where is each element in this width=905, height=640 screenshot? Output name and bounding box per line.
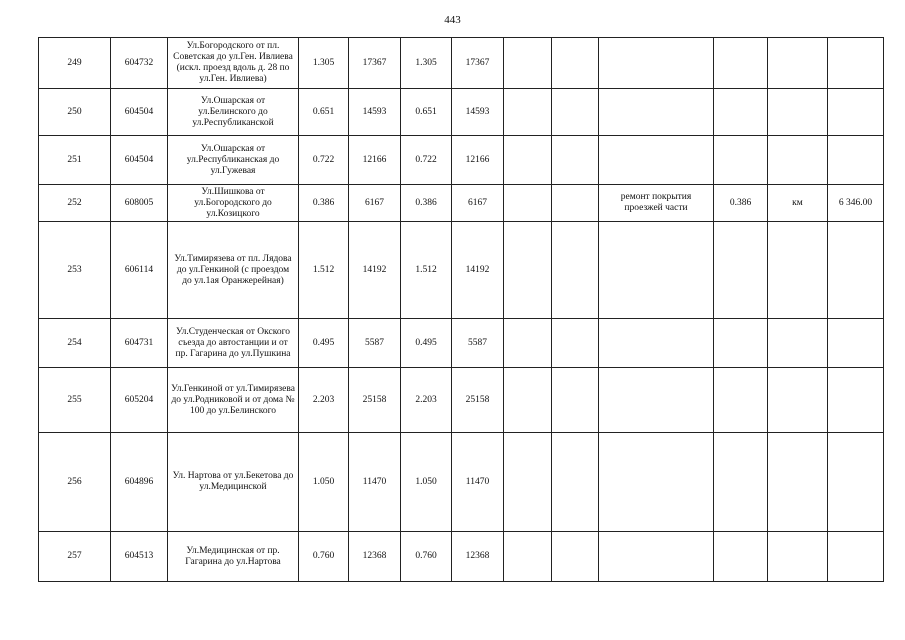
road-description: Ул.Медицинская от пр. Гагарина до ул.Нартова: [168, 532, 299, 582]
work-quantity: [714, 38, 768, 89]
road-area-2: 12368: [452, 532, 504, 582]
work-unit: [768, 532, 828, 582]
road-code: 604731: [111, 319, 168, 368]
empty-cell: [504, 433, 552, 532]
work-type: ремонт покрытия проезжей части: [599, 185, 714, 222]
work-quantity: [714, 89, 768, 136]
road-length: 1.050: [299, 433, 349, 532]
empty-cell: [504, 532, 552, 582]
road-area-2: 14593: [452, 89, 504, 136]
row-number: 253: [39, 222, 111, 319]
road-length-2: 1.512: [401, 222, 452, 319]
empty-cell: [552, 368, 599, 433]
road-area-2: 14192: [452, 222, 504, 319]
road-length: 1.305: [299, 38, 349, 89]
work-cost: [828, 89, 884, 136]
work-unit: [768, 319, 828, 368]
empty-cell: [504, 222, 552, 319]
work-quantity: [714, 368, 768, 433]
road-description: Ул.Генкиной от ул.Тимирязева до ул.Родниковой и от дома № 100 до ул.Белинского: [168, 368, 299, 433]
work-quantity: 0.386: [714, 185, 768, 222]
road-length: 0.722: [299, 136, 349, 185]
road-code: 606114: [111, 222, 168, 319]
empty-cell: [504, 368, 552, 433]
road-area: 11470: [349, 433, 401, 532]
work-type: [599, 38, 714, 89]
road-code: 604504: [111, 136, 168, 185]
table-row: [39, 368, 884, 433]
page-number: 443: [444, 14, 461, 26]
work-cost: [828, 38, 884, 89]
table-row: [39, 185, 884, 222]
road-area-2: 25158: [452, 368, 504, 433]
work-cost: [828, 532, 884, 582]
road-area: 5587: [349, 319, 401, 368]
work-quantity: [714, 319, 768, 368]
road-area: 12166: [349, 136, 401, 185]
work-type: [599, 532, 714, 582]
road-area: 17367: [349, 38, 401, 89]
table-row: [39, 136, 884, 185]
row-number: 251: [39, 136, 111, 185]
road-code: 605204: [111, 368, 168, 433]
road-length: 2.203: [299, 368, 349, 433]
empty-cell: [504, 38, 552, 89]
empty-cell: [504, 136, 552, 185]
empty-cell: [552, 38, 599, 89]
work-unit: [768, 368, 828, 433]
road-length-2: 0.651: [401, 89, 452, 136]
road-area: 6167: [349, 185, 401, 222]
road-length-2: 0.495: [401, 319, 452, 368]
road-code: 604504: [111, 89, 168, 136]
work-cost: [828, 368, 884, 433]
table-row: [39, 433, 884, 532]
row-number: 257: [39, 532, 111, 582]
work-unit: [768, 433, 828, 532]
work-type: [599, 136, 714, 185]
road-length: 0.651: [299, 89, 349, 136]
work-unit: [768, 222, 828, 319]
work-quantity: [714, 532, 768, 582]
empty-cell: [552, 222, 599, 319]
road-length-2: 0.386: [401, 185, 452, 222]
table-row: [39, 38, 884, 89]
road-description: Ул.Тимирязева от пл. Лядова до ул.Генкиной (с проездом до ул.1ая Оранжерейная): [168, 222, 299, 319]
road-description: Ул. Нартова от ул.Бекетова до ул.Медицинской: [168, 433, 299, 532]
row-number: 254: [39, 319, 111, 368]
empty-cell: [504, 319, 552, 368]
road-description: Ул.Богородского от пл. Советская до ул.Ген. Ивлиева (искл. проезд вдоль д. 28 по ул.Ген. Ивлиева): [168, 38, 299, 89]
road-length: 0.495: [299, 319, 349, 368]
empty-cell: [552, 433, 599, 532]
empty-cell: [552, 89, 599, 136]
road-length-2: 1.050: [401, 433, 452, 532]
table-row: [39, 89, 884, 136]
road-area-2: 12166: [452, 136, 504, 185]
table-row: [39, 532, 884, 582]
road-length: 1.512: [299, 222, 349, 319]
work-unit: км: [768, 185, 828, 222]
road-description: Ул.Студенческая от Окского съезда до автостанции и от пр. Гагарина до ул.Пушкина: [168, 319, 299, 368]
road-code: 604513: [111, 532, 168, 582]
work-quantity: [714, 222, 768, 319]
road-area: 25158: [349, 368, 401, 433]
work-unit: [768, 136, 828, 185]
table-row: [39, 222, 884, 319]
work-cost: [828, 222, 884, 319]
work-cost: [828, 433, 884, 532]
work-type: [599, 222, 714, 319]
row-number: 252: [39, 185, 111, 222]
road-area: 14593: [349, 89, 401, 136]
work-type: [599, 319, 714, 368]
road-length: 0.386: [299, 185, 349, 222]
work-cost: [828, 319, 884, 368]
road-area-2: 5587: [452, 319, 504, 368]
road-area: 14192: [349, 222, 401, 319]
row-number: 256: [39, 433, 111, 532]
road-code: 608005: [111, 185, 168, 222]
empty-cell: [552, 532, 599, 582]
empty-cell: [552, 136, 599, 185]
road-length-2: 1.305: [401, 38, 452, 89]
work-type: [599, 368, 714, 433]
work-unit: [768, 38, 828, 89]
row-number: 249: [39, 38, 111, 89]
road-area-2: 11470: [452, 433, 504, 532]
road-length-2: 0.760: [401, 532, 452, 582]
road-length-2: 0.722: [401, 136, 452, 185]
road-description: Ул.Ошарская от ул.Белинского до ул.Республиканской: [168, 89, 299, 136]
empty-cell: [552, 319, 599, 368]
row-number: 255: [39, 368, 111, 433]
road-code: 604896: [111, 433, 168, 532]
road-area-2: 17367: [452, 38, 504, 89]
work-unit: [768, 89, 828, 136]
road-registry-table: [38, 37, 884, 582]
work-quantity: [714, 433, 768, 532]
work-type: [599, 89, 714, 136]
empty-cell: [504, 185, 552, 222]
work-type: [599, 433, 714, 532]
road-length: 0.760: [299, 532, 349, 582]
road-description: Ул.Ошарская от ул.Республиканская до ул.Гужевая: [168, 136, 299, 185]
road-area: 12368: [349, 532, 401, 582]
road-description: Ул.Шишкова от ул.Богородского до ул.Козицкого: [168, 185, 299, 222]
work-cost: [828, 136, 884, 185]
empty-cell: [504, 89, 552, 136]
work-cost: 6 346.00: [828, 185, 884, 222]
road-area-2: 6167: [452, 185, 504, 222]
table-row: [39, 319, 884, 368]
road-length-2: 2.203: [401, 368, 452, 433]
road-code: 604732: [111, 38, 168, 89]
work-quantity: [714, 136, 768, 185]
empty-cell: [552, 185, 599, 222]
row-number: 250: [39, 89, 111, 136]
